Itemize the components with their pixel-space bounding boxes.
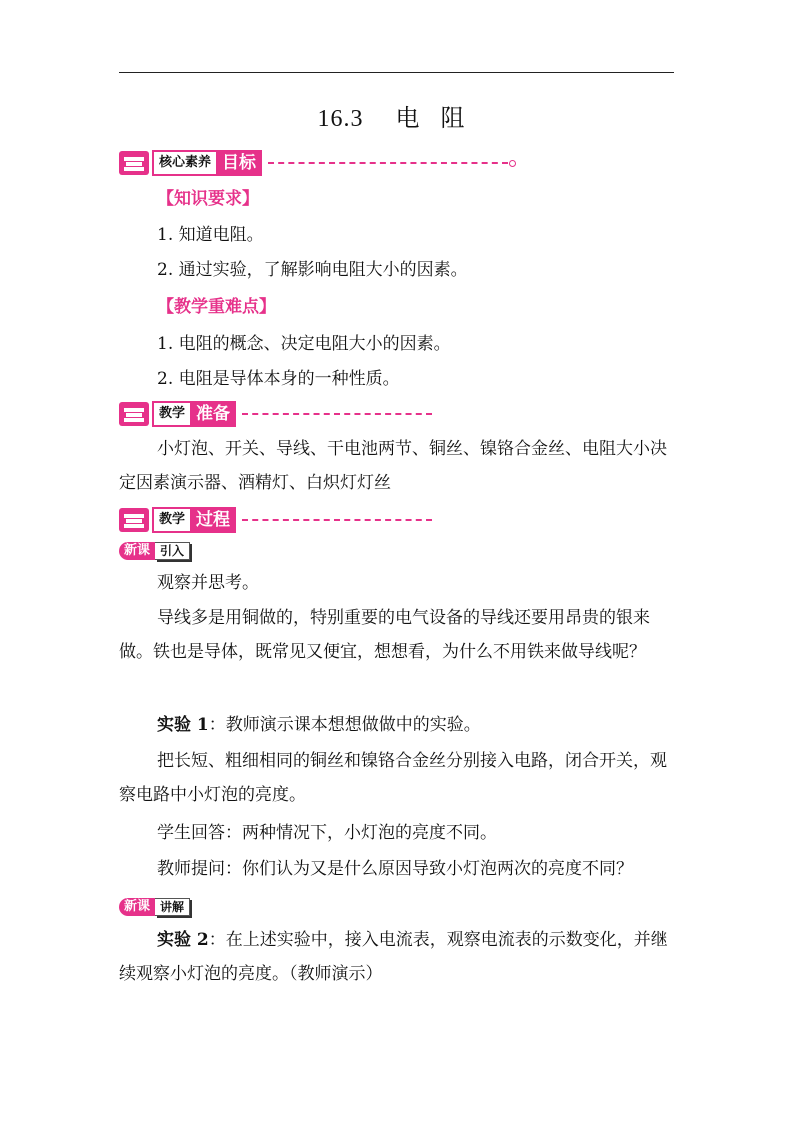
pill-sublabel: 讲解: [155, 898, 190, 916]
intro-paragraph: 导线多是用铜做的，特别重要的电气设备的导线还要用昂贵的银来做。铁也是导体，既常见又便宜，想想看，为什么不用铁来做导线呢？: [119, 608, 650, 662]
title-char: 电: [395, 104, 421, 132]
section-tag-label: 目标: [216, 150, 262, 176]
pill-sublabel: 引入: [155, 542, 190, 560]
books-icon: [119, 508, 149, 532]
pill-label: 新课: [119, 542, 155, 560]
pill-label: 新课: [119, 898, 155, 916]
section-header-prep: [119, 401, 432, 427]
books-icon: [119, 402, 149, 426]
divider-end-icon: [509, 160, 516, 167]
experiment-label: 实验 2: [157, 930, 209, 950]
key-item: 1. 电阻的概念、决定电阻大小的因素。: [157, 334, 451, 354]
teacher-question: 教师提问：你们认为又是什么原因导致小灯泡两次的亮度不同？: [157, 859, 633, 879]
dashed-divider: [268, 162, 508, 164]
top-rule: [119, 72, 674, 73]
experiment-text: ：教师演示课本想想做做中的实验。: [208, 715, 481, 735]
section-tag-label: 过程: [190, 507, 236, 533]
experiment-text: ：在上述实验中，接入电流表，观察电流表的示数变化，并继续观察小灯泡的亮度。（教师演示）: [119, 930, 668, 984]
experiment-1: [119, 708, 674, 742]
intro-paragraph: 把长短、粗细相同的铜丝和镍铬合金丝分别接入电路，闭合开关，观察电路中小灯泡的亮度。: [119, 751, 667, 805]
title-char: 阻: [440, 104, 466, 132]
dashed-divider: [242, 413, 432, 415]
key-item: 2. 电阻是导体本身的一种性质。: [157, 369, 400, 389]
materials-text: 小灯泡、开关、导线、干电池两节、铜丝、镍铬合金丝、电阻大小决定因素演示器、酒精灯、白炽灯灯丝: [119, 439, 667, 493]
lecture-pill: [119, 897, 190, 917]
section-tag: 教学: [152, 507, 190, 533]
intro-paragraph: 观察并思考。: [157, 573, 259, 593]
section-tag: 教学: [152, 401, 190, 427]
section-tag: 核心素养: [152, 150, 216, 176]
knowledge-item: 1. 知道电阻。: [157, 225, 264, 245]
knowledge-item: 2. 通过实验，了解影响电阻大小的因素。: [157, 260, 468, 280]
experiment-label: 实验 1: [157, 715, 209, 735]
dashed-divider: [242, 519, 432, 521]
section-header-goal: [119, 150, 516, 176]
page-title: [0, 98, 793, 133]
knowledge-heading: 【知识要求】: [157, 189, 259, 209]
intro-pill: [119, 541, 190, 561]
title-number: 16.3: [317, 106, 364, 132]
books-icon: [119, 151, 149, 175]
section-header-process: [119, 507, 432, 533]
key-heading: 【教学重难点】: [157, 297, 276, 317]
student-answer: 学生回答：两种情况下，小灯泡的亮度不同。: [157, 823, 497, 843]
experiment-2: [119, 923, 674, 991]
section-tag-label: 准备: [190, 401, 236, 427]
